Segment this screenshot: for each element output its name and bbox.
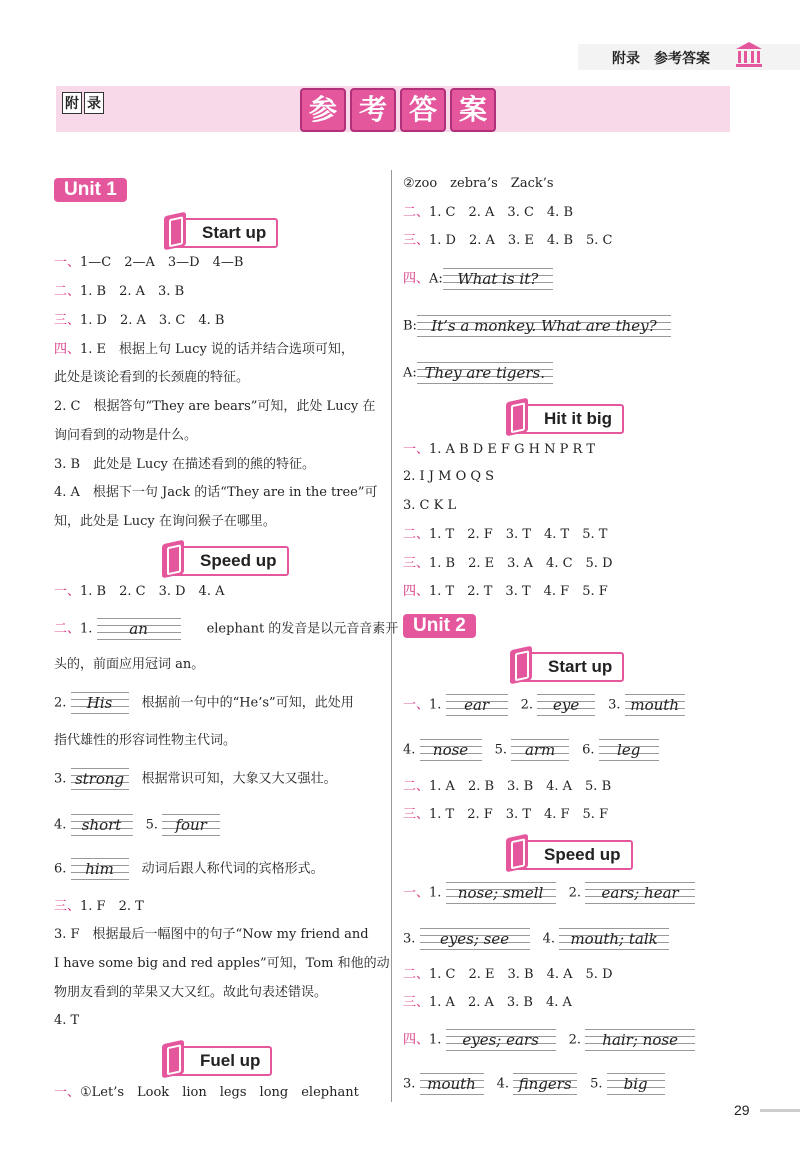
answer-line: 一、1. B 2. C 3. D 4. A — [54, 583, 225, 599]
section-speed-up-2: Speed up — [512, 840, 633, 870]
handwritten-answer: hair; nose — [585, 1027, 695, 1053]
handwritten-answer: leg — [599, 737, 659, 763]
answer-line: 二、1. T 2. F 3. T 4. T 5. T — [403, 526, 608, 542]
handwritten-answer: mouth; talk — [559, 926, 669, 952]
answer-line: 一、1. nose; smell 2. ears; hear — [403, 880, 695, 906]
answer-line: 三、1. D 2. A 3. C 4. B — [54, 312, 225, 328]
answer-line: 二、1. B 2. A 3. B — [54, 283, 185, 299]
handwritten-answer: What is it? — [443, 266, 553, 292]
answer-line: 4. short 5. four — [54, 812, 220, 838]
section-start-up-1: Start up — [170, 218, 278, 248]
answer-line: 2. His 根据前一句中的“He’s”可知，此处用 — [54, 690, 354, 716]
section-hit-it-big: Hit it big — [512, 404, 624, 434]
handwritten-answer: His — [71, 690, 129, 716]
answer-line: 3. mouth 4. fingers 5. big — [403, 1071, 665, 1097]
section-start-up-2: Start up — [516, 652, 624, 682]
answer-line: 一、1. ear 2. eye 3. mouth — [403, 692, 685, 718]
explanation-text: 3. B 此处是 Lucy 在描述看到的熊的特征。 — [54, 457, 315, 472]
section-fuel-up: Fuel up — [168, 1046, 272, 1076]
appendix-tag: 附 录 — [62, 92, 104, 114]
explanation-text: 3. F 根据最后一幅图中的句子“Now my friend and — [54, 927, 369, 942]
explanation-text: 此处是谈论看到的长颈鹿的特征。 — [54, 370, 250, 385]
answer-line: 三、1. T 2. F 3. T 4. F 5. F — [403, 806, 609, 822]
unit-1-heading: Unit 1 — [54, 178, 127, 202]
handwritten-answer: eyes; see — [420, 926, 530, 952]
answer-line: 4. nose 5. arm 6. leg — [403, 737, 659, 763]
explanation-text: 询问看到的动物是什么。 — [54, 428, 198, 443]
answer-line: 三、1. F 2. T — [54, 898, 144, 914]
handwritten-answer: ears; hear — [585, 880, 695, 906]
answer-line: 二、1. C 2. E 3. B 4. A 5. D — [403, 966, 613, 982]
explanation-text: I have some big and red apples”可知，Tom 和他的动 — [54, 956, 390, 971]
answer-line: 三、1. A 2. A 3. B 4. A — [403, 994, 572, 1010]
explanation-text: 2. C 根据答句“They are bears”可知，此处 Lucy 在 — [54, 399, 376, 414]
answer-line: B: It’s a monkey. What are they? — [403, 313, 671, 339]
answer-line: 6. him 动词后跟人称代词的宾格形式。 — [54, 856, 324, 882]
answer-line: 二、1. C 2. A 3. C 4. B — [403, 204, 573, 220]
building-icon — [734, 40, 764, 68]
handwritten-answer: arm — [511, 737, 569, 763]
explanation-text: 4. A 根据下一句 Jack 的话“They are in the tree”可 — [54, 485, 378, 500]
answer-line: 3. strong 根据常识可知，大象又大又强壮。 — [54, 766, 337, 792]
answer-line: 三、1. D 2. A 3. E 4. B 5. C — [403, 232, 613, 248]
handwritten-answer: mouth — [625, 692, 685, 718]
handwritten-answer: big — [607, 1071, 665, 1097]
handwritten-answer: short — [71, 812, 133, 838]
answer-line: 3. eyes; see 4. mouth; talk — [403, 926, 669, 952]
handwritten-answer: nose — [420, 737, 482, 763]
answer-line: 2. I J M O Q S — [403, 469, 495, 484]
handwritten-answer: eye — [537, 692, 595, 718]
answer-line: 四、1. E 根据上句 Lucy 说的话并结合选项可知， — [54, 341, 354, 357]
page-number-rule — [760, 1109, 800, 1112]
handwritten-answer: strong — [71, 766, 129, 792]
answer-line: 四、1. T 2. T 3. T 4. F 5. F — [403, 583, 608, 599]
answer-line: 一、1. A B D E F G H N P R T — [403, 441, 596, 457]
handwritten-answer: him — [71, 856, 129, 882]
unit-2-heading: Unit 2 — [403, 614, 476, 638]
handwritten-answer: nose; smell — [446, 880, 556, 906]
explanation-text: 头的，前面应用冠词 an。 — [54, 657, 205, 672]
answer-line: 一、①Let’s Look lion legs long elephant — [54, 1084, 359, 1100]
section-speed-up-1: Speed up — [168, 546, 289, 576]
answer-line: 二、1. an elephant 的发音是以元音音素开 — [54, 616, 398, 642]
answer-line: 一、1—C 2—A 3—D 4—B — [54, 254, 244, 270]
answer-line: 三、1. B 2. E 3. A 4. C 5. D — [403, 555, 613, 571]
handwritten-answer: They are tigers. — [417, 360, 553, 386]
handwritten-answer: ear — [446, 692, 508, 718]
answer-line: ②zoo zebra’s Zack’s — [403, 176, 554, 191]
answer-line: A: They are tigers. — [403, 360, 553, 386]
handwritten-answer: eyes; ears — [446, 1027, 556, 1053]
explanation-text: 4. T — [54, 1013, 80, 1028]
page-title: 参 考 答 案 — [300, 88, 496, 132]
answer-line: 四、1. eyes; ears 2. hair; nose — [403, 1027, 695, 1053]
explanation-text: 指代雄性的形容词性物主代词。 — [54, 733, 237, 748]
page-number: 29 — [734, 1102, 750, 1118]
handwritten-answer: It’s a monkey. What are they? — [417, 313, 671, 339]
answer-line: 二、1. A 2. B 3. B 4. A 5. B — [403, 778, 612, 794]
handwritten-answer: an — [97, 616, 181, 642]
answer-line: 四、A: What is it? — [403, 266, 553, 292]
handwritten-answer: four — [162, 812, 220, 838]
header-label: 附录 参考答案 — [612, 50, 710, 66]
handwritten-answer: fingers — [513, 1071, 577, 1097]
explanation-text: 物朋友看到的苹果又大又红。故此句表述错误。 — [54, 985, 328, 1000]
handwritten-answer: mouth — [420, 1071, 484, 1097]
explanation-text: 知，此处是 Lucy 在询问猴子在哪里。 — [54, 514, 276, 529]
answer-line: 3. C K L — [403, 498, 457, 513]
